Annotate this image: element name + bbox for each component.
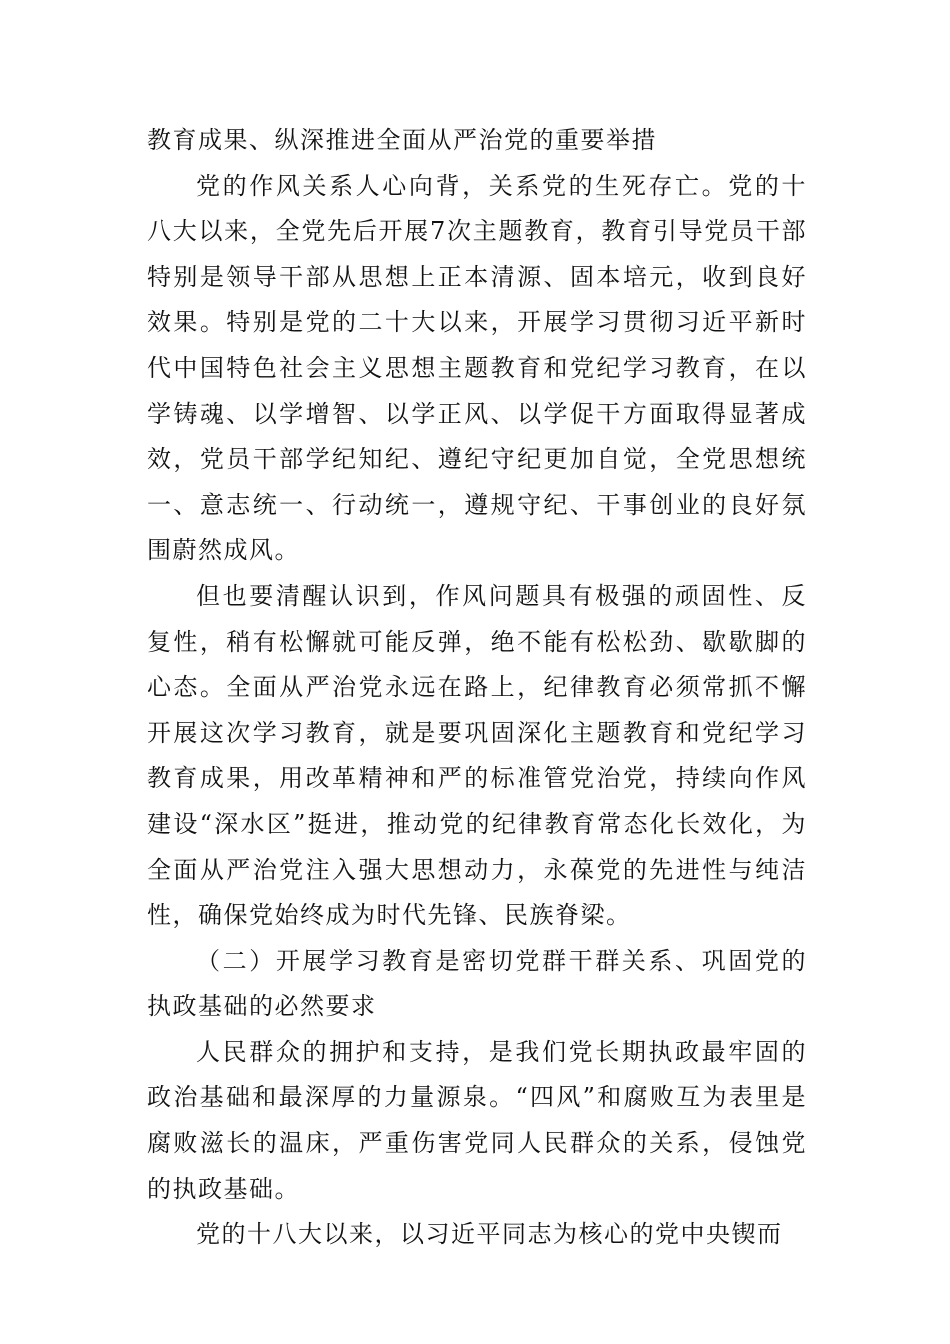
document-body [147, 118, 807, 1258]
body-paragraph: 人民群众的拥护和支持，是我们党长期执政最牢固的政治基础和最深厚的力量源泉。“四风”和腐败互为表里是腐败滋长的温床，严重伤害党同人民群众的关系，侵蚀党的执政基础。 [147, 1037, 807, 1203]
body-paragraph: 党的作风关系人心向背，关系党的生死存亡。党的十八大以来，全党先后开展7次主题教育，教育引导党员干部特别是领导干部从思想上正本清源、固本培元，收到良好效果。特别是党的二十大以来，开展学习贯彻习近平新时代中国特色社会主义思想主题教育和党纪学习教育，在以学铸魂、以学增智、以学正风、以学促干方面取得显著成效，党员干部学纪知纪、遵纪守纪更加自觉，全党思想统一、意志统一、行动统一，遵规守纪、干事创业的良好氛围蔚然成风。 [147, 171, 807, 565]
heading-continuation: 教育成果、纵深推进全面从严治党的重要举措 [147, 126, 657, 154]
section-heading: （二）开展学习教育是密切党群干群关系、巩固党的执政基础的必然要求 [147, 946, 807, 1021]
body-paragraph: 党的十八大以来，以习近平同志为核心的党中央锲而 [196, 1220, 783, 1249]
body-paragraph: 但也要清醒认识到，作风问题具有极强的顽固性、反复性，稍有松懈就可能反弹，绝不能有松松劲、歇歇脚的心态。全面从严治党永远在路上，纪律教育必须常抓不懈开展这次学习教育，就是要巩固深化主题教育和党纪学习教育成果，用改革精神和严的标准管党治党，持续向作风建设“深水区”挺进，推动党的纪律教育常态化长效化，为全面从严治党注入强大思想动力，永葆党的先进性与纯洁性，确保党始终成为时代先锋、民族脊梁。 [147, 581, 807, 930]
